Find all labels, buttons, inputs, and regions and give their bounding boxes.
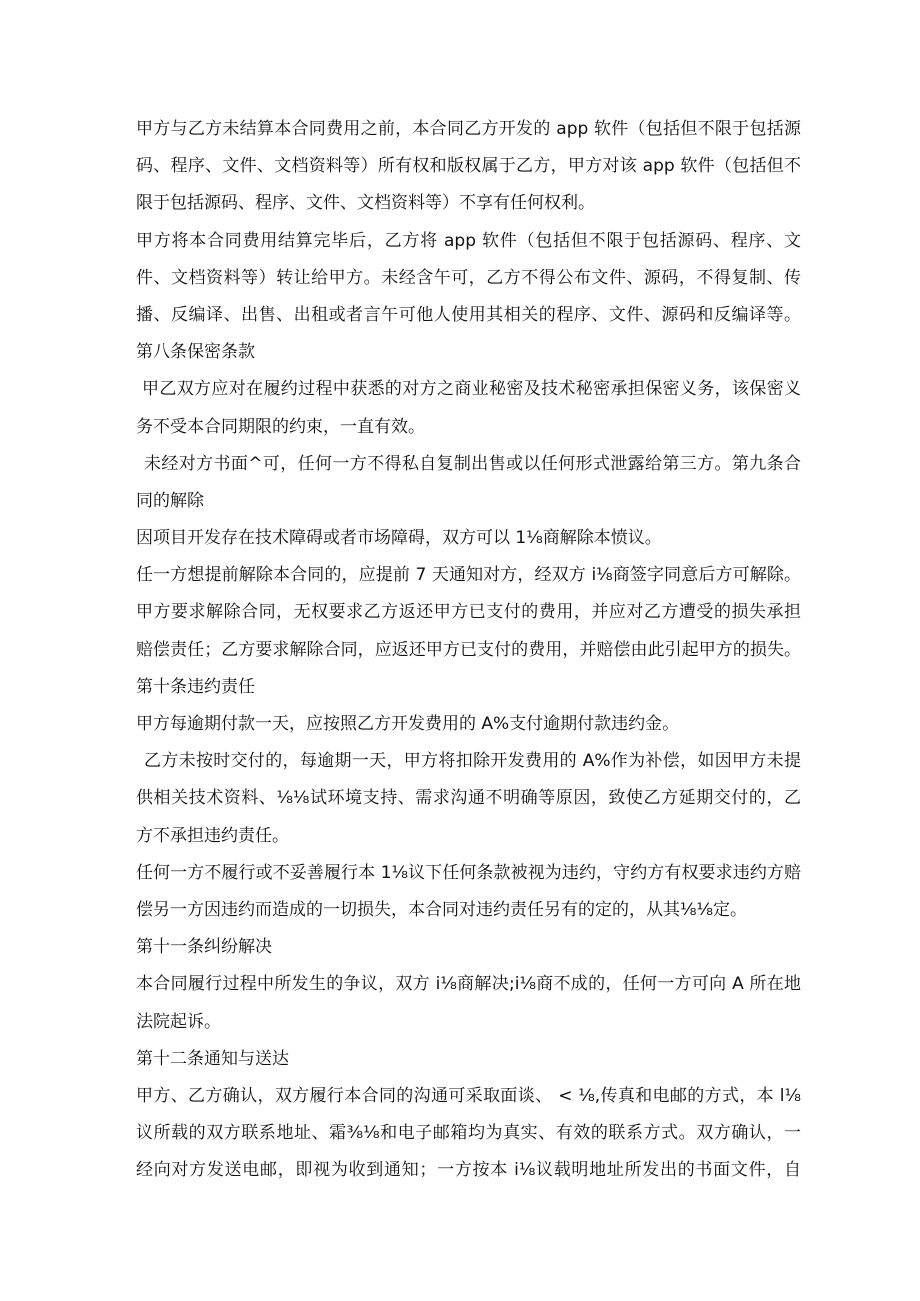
contract-text	[136, 114, 801, 1192]
paragraph-line: 播、反编译、出售、出租或者言午可他人使用其相关的程序、文件、源码和反编译等。	[136, 304, 801, 325]
section-heading: 第十条违约责任	[136, 676, 255, 697]
paragraph-line: 偿另一方因违约而造成的一切损失，本合同对违约责任另有的定的，从其⅛⅛定。	[136, 899, 747, 920]
paragraph-line: 甲方每逾期付款一天，应按照乙方开发费用的 A%支付逾期付款违约金。	[136, 714, 680, 734]
paragraph-line: 议所载的双方联系地址、霜⅜⅛和电子邮箱均为真实、有效的联系方式。双方确认，一	[136, 1123, 801, 1144]
paragraph-line: 甲方与乙方未结算本合同费用之前，本合同乙方开发的 app 软件（包括但不限于包括源	[136, 119, 801, 139]
paragraph-line: 乙方未按时交付的，每逾期一天，甲方将扣除开发费用的 A%作为补偿，如因甲方未提	[144, 751, 801, 772]
paragraph-line: 甲乙双方应对在履约过程中获悉的对方之商业秘密及技术秘密承担保密义务，该保密义	[142, 379, 801, 400]
paragraph-line: 务不受本合同期限的约束，一直有效。	[136, 416, 425, 437]
paragraph-line: 供相关技术资料、⅛⅛试环境支持、需求沟通不明确等原因，致使乙方延期交付的，乙	[136, 788, 801, 809]
section-heading: 同的解除	[136, 490, 204, 511]
paragraph-line: 甲方将本合同费用结算完毕后，乙方将 app 软件（包括但不限于包括源码、程序、文	[136, 230, 801, 251]
paragraph-line: 赔偿责任；乙方要求解除合同，应返还甲方已支付的费用，并赔偿由此引起甲方的损失。	[136, 639, 801, 660]
section-heading: 第八条保密条款	[136, 342, 255, 363]
paragraph-line: 限于包括源码、程序、文件、文档资料等）不享有任何权利。	[136, 193, 595, 214]
paragraph-line: 任何一方不履行或不妥善履行本 1⅛议下任何条款被视为违约，守约方有权要求违约方赔	[136, 862, 801, 883]
paragraph-line: 件、文档资料等）转让给甲方。未经含午可，乙方不得公布文件、源码，不得复制、传	[136, 267, 801, 288]
paragraph-line: 法院起诉。	[136, 1011, 221, 1032]
section-heading: 第十二条通知与送达	[136, 1048, 289, 1069]
paragraph-line: 未经对方书面^可，任何一方不得私自复制出售或以任何形式泄露给第三方。第九条合	[144, 453, 801, 474]
paragraph-line: 方不承担违约责任。	[136, 825, 289, 846]
paragraph-line: 码、程序、文件、文档资料等）所有权和版权属于乙方，甲方对该 app 软件（包括但不	[136, 156, 801, 177]
paragraph-line: 经向对方发送电邮，即视为收到通知；一方按本 i⅛议载明地址所发出的书面文件，自	[136, 1160, 801, 1181]
paragraph-line: 甲方、乙方确认，双方履行本合同的沟通可采取面谈、 < ⅛,传真和电邮的方式，本 l⅛	[136, 1085, 801, 1106]
paragraph-line: 因项目开发存在技术障碍或者市场障碍，双方可以 1⅛商解除本愤议。	[136, 528, 662, 549]
paragraph-line: 本合同履行过程中所发生的争议，双方 i⅛商解决;i⅛商不成的，任何一方可向 A 所在地	[136, 974, 801, 995]
paragraph-line: 任一方想提前解除本合同的，应提前 7 天通知对方，经双方 i⅛商签字同意后方可解除。	[136, 565, 801, 586]
section-heading: 第十一条纠纷解决	[136, 937, 272, 958]
paragraph-line: 甲方要求解除合同，无权要求乙方返还甲方已支付的费用，并应对乙方遭受的损失承担	[136, 602, 801, 623]
